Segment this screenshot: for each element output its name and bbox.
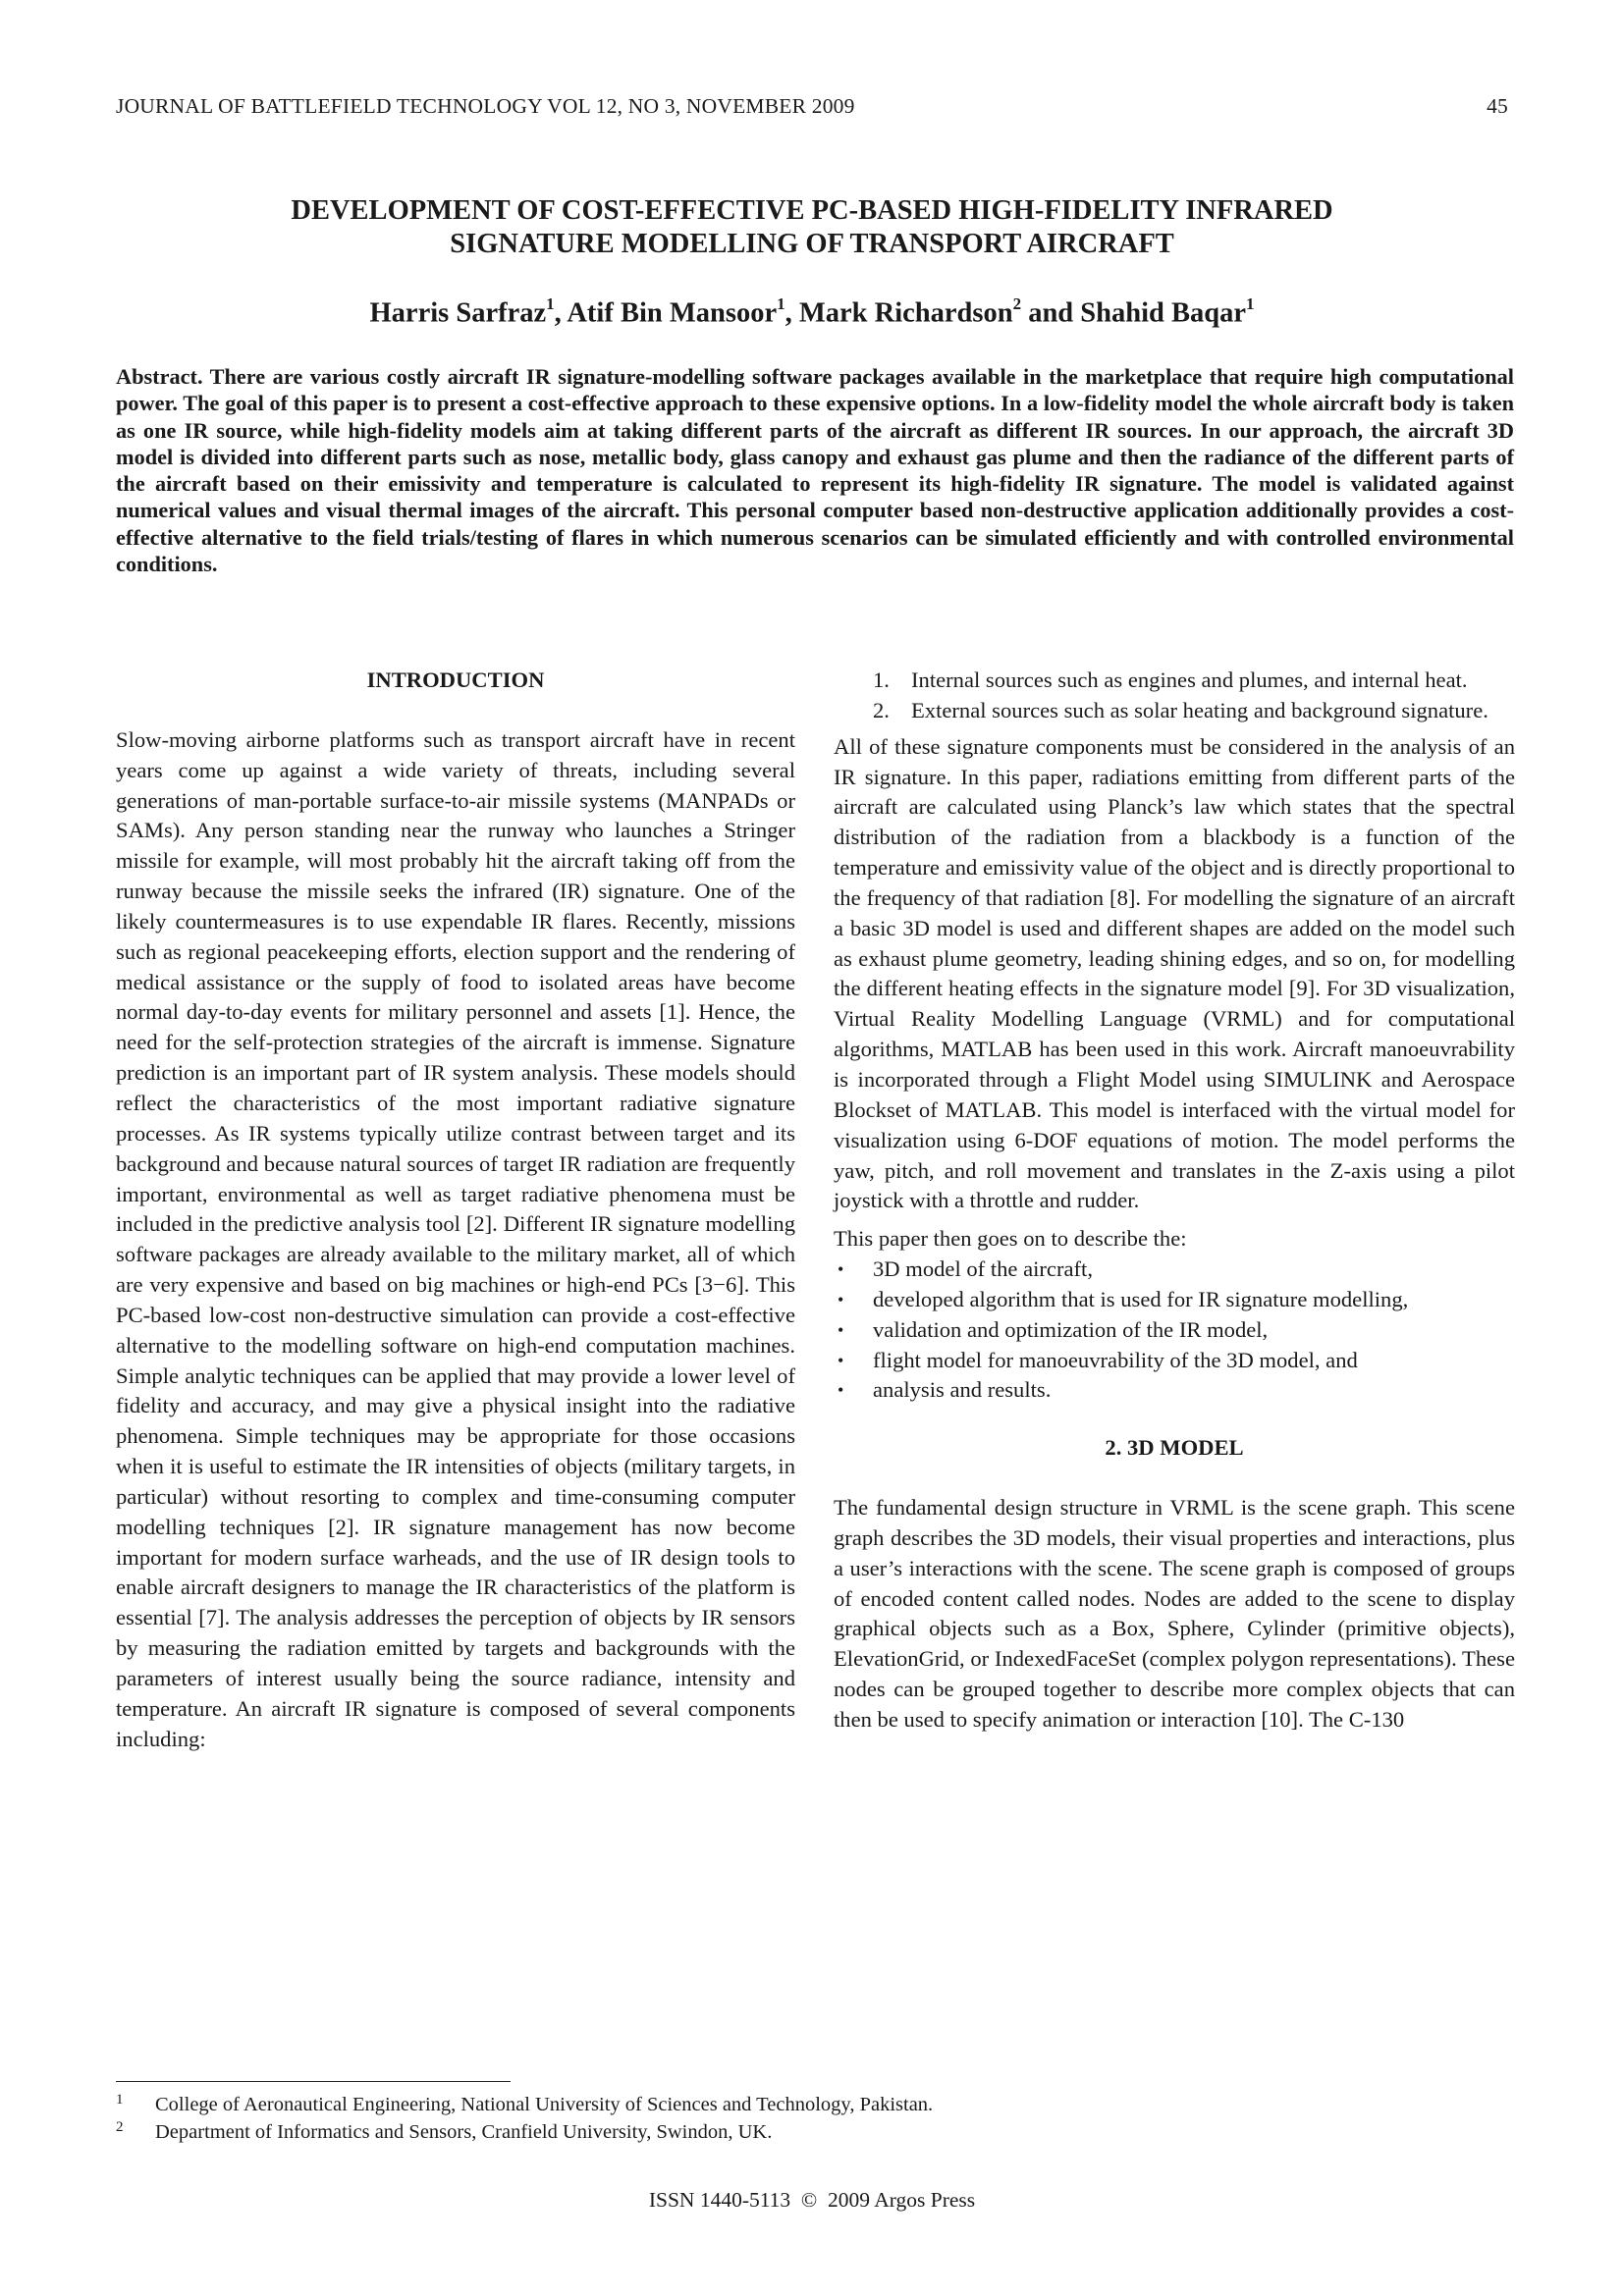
author-separator: and bbox=[1021, 297, 1081, 329]
right-column bbox=[834, 666, 1515, 1735]
author-separator: , bbox=[784, 297, 799, 329]
list-item bbox=[834, 1346, 1515, 1376]
title-line-1: DEVELOPMENT OF COST-EFFECTIVE PC-BASED HIGH-FIDELITY INFRARED bbox=[291, 195, 1333, 226]
footnote-text: Department of Informatics and Sensors, Cranfield University, Swindon, UK. bbox=[155, 2121, 773, 2143]
footnote-mark: 1 bbox=[116, 2092, 124, 2108]
section-2-paragraph: The fundamental design structure in VRML is the scene graph. This scene graph describes the 3D models, their visual properties and interactions, plus a user’s interactions with the scene. The scene graph is composed of groups of encoded content called nodes. Nodes are added to the scene to display graphical objects such as a Box, Sphere, Cylinder (primitive objects), ElevationGrid, or IndexedFaceSet (complex polygon representations). These nodes can be grouped together to describe more complex objects that can then be used to specify animation or interaction [10]. The C-130 bbox=[834, 1495, 1515, 1732]
list-item bbox=[834, 696, 1515, 726]
signature-components-list bbox=[834, 666, 1515, 726]
section-2-heading: 2. 3D MODEL bbox=[1105, 1435, 1244, 1461]
footnote-mark: 2 bbox=[116, 2119, 124, 2135]
journal-name: JOURNAL OF BATTLEFIELD TECHNOLOGY VOL 12, NO 3, NOVEMBER 2009 bbox=[116, 94, 855, 118]
list-item bbox=[834, 1255, 1515, 1285]
footnote bbox=[116, 2091, 1294, 2118]
title-line-2: SIGNATURE MODELLING OF TRANSPORT AIRCRAFT bbox=[450, 229, 1174, 259]
page-number: 45 bbox=[1487, 94, 1508, 118]
page-footer: ISSN 1440-5113 © 2009 Argos Press bbox=[648, 2188, 976, 2212]
footnote bbox=[116, 2118, 1294, 2146]
affiliation-mark: 2 bbox=[1012, 294, 1022, 313]
list-item-text: External sources such as solar heating and background signature. bbox=[911, 697, 1488, 722]
author-name: Atif Bin Mansoor bbox=[567, 297, 778, 329]
list-number: 2. bbox=[873, 697, 890, 722]
bullet-icon: • bbox=[838, 1380, 844, 1401]
introduction-paragraph: Slow-moving airborne platforms such as transport aircraft have in recent years come up against a wide variety of threats, including several generations of man-portable surface-to-air missile systems (MANPADs or SAMs). Any person standing near the runway who launches a Stringer missile for example, will most probably hit the aircraft taking off from the runway because the missile seeks the infrared (IR) signature. One of the likely countermeasures is to use expendable IR flares. Recently, missions such as regional peacekeeping efforts, election support and the rendering of medical assistance or the supply of food to isolated areas have become normal day-to-day events for military personnel and assets [1]. Hence, the need for the self-protection strategies of the aircraft is immense. Signature prediction is an important part of IR system analysis. These models should reflect the characteristics of the most important radiative signature processes. As IR systems typically utilize contrast between target and its background and because natural sources of target IR radiation are frequently important, environmental as well as target radiative phenomena must be included in the predictive analysis tool [2]. Different IR signature modelling software packages are already available to the military market, all of which are very expensive and based on big machines or high-end PCs [3−6]. This PC-based low-cost non-destructive simulation can provide a cost-effective alternative to the modelling software on high-end computation machines. Simple analytic techniques can be applied that may provide a lower level of fidelity and accuracy, and may give a physical insight into the radiative phenomena. Simple techniques may be appropriate for those occasions when it is useful to estimate the IR intensities of objects (military targets, in particular) without resorting to complex and time-consuming computer modelling techniques [2]. IR signature management has now become important for modern surface warheads, and the use of IR design tools to enable aircraft designers to manage the IR characteristics of the platform is essential [7]. The analysis addresses the perception of objects by IR sensors by measuring the radiation emitted by targets and backgrounds with the parameters of interest usually being the source radiance, intensity and temperature. An aircraft IR signature is composed of several components including: bbox=[116, 726, 795, 1751]
list-number: 1. bbox=[873, 667, 890, 692]
affiliation-mark: 1 bbox=[1245, 294, 1255, 313]
affiliation-mark: 1 bbox=[546, 294, 555, 313]
bullet-icon: • bbox=[838, 1289, 844, 1309]
outline-intro: This paper then goes on to describe the: bbox=[834, 1226, 1187, 1252]
author-name: Mark Richardson bbox=[798, 297, 1013, 329]
paper-outline-list bbox=[834, 1255, 1515, 1406]
author-separator: , bbox=[554, 297, 568, 329]
list-item bbox=[834, 1285, 1515, 1315]
footnotes bbox=[116, 2091, 1294, 2146]
bullet-icon: • bbox=[838, 1319, 844, 1340]
analysis-paragraph: All of these signature components must be considered in the analysis of an IR signature. In this paper, radiations emitting from different parts of the aircraft are calculated using Planck’s law which states that the spectral distribution of the radiation from a blackbody is a function of the temperature and emissivity value of the object and is directly proportional to the frequency of that radiation [8]. For modelling the signature of an aircraft a basic 3D model is used and different shapes are added on the model such as exhaust plume geometry, leading shining edges, and so on, for modelling the different heating effects in the signature model [9]. For 3D visualization, Virtual Reality Modelling Language (VRML) and for computational algorithms, MATLAB has been used in this work. Aircraft manoeuvrability is incorporated through a Flight Model using SIMULINK and Aerospace Blockset of MATLAB. This model is interfaced with the virtual model for visualization using 6-DOF equations of motion. The model performs the yaw, pitch, and roll movement and translates in the Z-axis using a pilot joystick with a throttle and rudder. bbox=[834, 733, 1515, 1213]
list-item-text: analysis and results. bbox=[873, 1377, 1052, 1403]
author-name: Harris Sarfraz bbox=[369, 297, 547, 329]
left-column bbox=[116, 666, 795, 1755]
list-item bbox=[834, 666, 1515, 696]
affiliation-mark: 1 bbox=[777, 294, 785, 313]
author-name: Shahid Baqar bbox=[1080, 297, 1246, 329]
list-item bbox=[834, 1315, 1515, 1346]
list-item bbox=[834, 1375, 1515, 1406]
bullet-icon: • bbox=[838, 1350, 844, 1370]
abstract: Abstract. There are various costly aircraft IR signature-modelling software packages available in the marketplace that require high computational power. The goal of this paper is to present a cost-effective approach to these expensive options. In a low-fidelity model the whole aircraft body is taken as one IR source, while high-fidelity models aim at taking different parts of the aircraft as different IR sources. In our approach, the aircraft 3D model is divided into different parts such as nose, metallic body, glass canopy and exhaust gas plume and then the radiance of the different parts of the aircraft based on their emissivity and temperature is calculated to represent its high-fidelity IR signature. The model is validated against numerical values and visual thermal images of the aircraft. This personal computer based non-destructive application additionally provides a cost-effective alternative to the field trials/testing of flares in which numerous scenarios can be simulated efficiently and with controlled environmental conditions. bbox=[116, 364, 1514, 577]
footnote-text: College of Aeronautical Engineering, National University of Sciences and Technology, Pakistan. bbox=[155, 2094, 934, 2115]
footnote-divider bbox=[116, 2081, 511, 2082]
running-header bbox=[116, 94, 1508, 119]
list-item-text: developed algorithm that is used for IR signature modelling, bbox=[873, 1286, 1409, 1311]
bullet-icon: • bbox=[838, 1259, 844, 1280]
introduction-heading: INTRODUCTION bbox=[366, 667, 545, 692]
list-item-text: flight model for manoeuvrability of the 3D model, and bbox=[873, 1347, 1358, 1372]
paper-title bbox=[116, 194, 1508, 261]
list-item-text: 3D model of the aircraft, bbox=[873, 1256, 1093, 1282]
author-list bbox=[116, 296, 1508, 330]
list-item-text: Internal sources such as engines and plumes, and internal heat. bbox=[911, 667, 1468, 692]
list-item-text: validation and optimization of the IR model, bbox=[873, 1316, 1269, 1342]
